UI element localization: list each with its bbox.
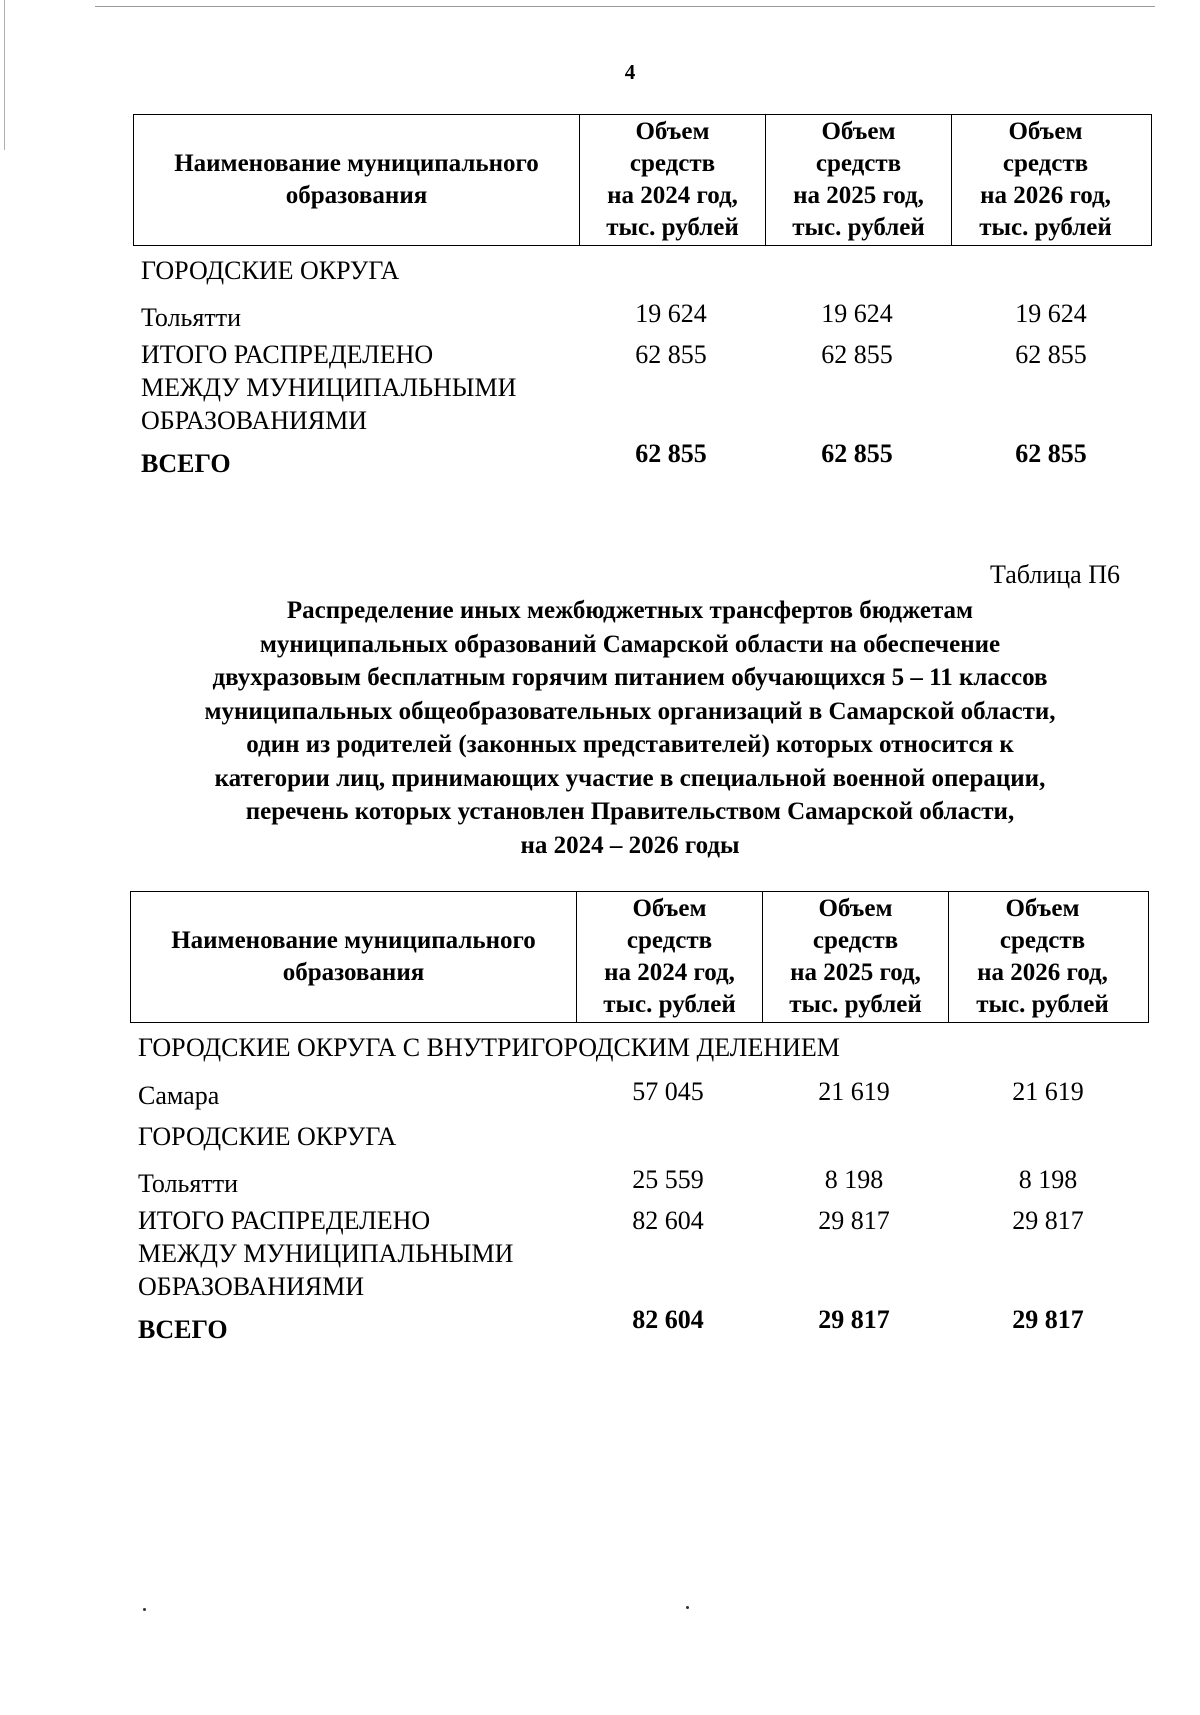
row-name: Самара [138,1081,220,1110]
table-1: Наименование муниципального образования Объем средств на 2024 год, тыс. рублей Объем средств на 2025 год, тыс. рублей Объем средств на 2026 год, тыс. рублей ГОРОДСКИЕ ОКРУГА Тольятти 19 624 19 624 19 624 ИТОГО РАСПРЕДЕЛЕНО МЕЖДУ МУНИЦИПАЛЬНЫМИ ОБРАЗОВАНИЯМИ 62 855 62 855 62 855 ВСЕГО 62 855 62 855 62 855 [133,114,1152,474]
value-2024: 82 604 [632,1206,704,1235]
value-2024: 62 855 [635,439,707,468]
value-2025: 29 817 [818,1206,890,1235]
header-2024: Объем средств на 2024 год, тыс. рублей [579,115,765,245]
header-2026: Объем средств на 2026 год, тыс. рублей [948,892,1136,1022]
value-2026: 29 817 [1012,1305,1084,1334]
table-1-header [133,114,1152,246]
value-2025: 29 817 [818,1305,890,1334]
value-2024: 19 624 [635,299,707,328]
value-2024: 82 604 [632,1305,704,1334]
header-municipality: Наименование муниципального образования [174,150,539,209]
header-2025: Объем средств на 2025 год, тыс. рублей [765,115,951,245]
header-municipality: Наименование муниципального образования [171,927,536,986]
scan-edge-line [95,6,1155,7]
scan-speck [686,1606,689,1609]
value-2025: 21 619 [818,1077,890,1106]
row-name: Тольятти [138,1169,239,1198]
scan-speck [143,1608,146,1611]
page-number: 4 [624,60,636,84]
value-2026: 8 198 [1018,1165,1078,1194]
row-name: ИТОГО РАСПРЕДЕЛЕНО МЕЖДУ МУНИЦИПАЛЬНЫМИ ОБРАЗОВАНИЯМИ [138,1206,514,1301]
row-name: ВСЕГО [141,449,231,478]
table-caption: Таблица П6 [990,560,1120,589]
value-2026: 19 624 [1015,299,1087,328]
value-2025: 62 855 [821,439,893,468]
value-2026: 62 855 [1015,439,1087,468]
table-2: Наименование муниципального образования Объем средств на 2024 год, тыс. рублей Объем средств на 2025 год, тыс. рублей Объем средств на 2026 год, тыс. рублей ГОРОДСКИЕ ОКРУГА С ВНУТРИГОРОДСКИМ ДЕЛЕНИЕМ Самара 57 045 21 619 21 619 ГОРОДСКИЕ ОКРУГА Тольятти 25 559 8 198 8 198 ИТОГО РАСПРЕДЕЛЕНО МЕЖДУ МУНИЦИПАЛЬНЫМИ ОБРАЗОВАНИЯМИ 82 604 29 817 29 817 ВСЕГО 82 604 29 817 29 817 [130,891,1149,1351]
value-2024: 25 559 [632,1165,704,1194]
table-title: Распределение иных межбюджетных трансфертов бюджетам муниципальных образований Самарской области на обеспечение двухразовым бесплатным горячим питанием обучающихся 5 – 11 классов муниципальных общеобразовательных организаций в Самарской области, один из родителей (законных представителей) которых относится к категории лиц, принимающих участие в специальной военной операции, перечень которых установлен Правительством Самарской области, на 2024 – 2026 годы [204,597,1056,859]
row-name: Тольятти [141,303,242,332]
header-2024: Объем средств на 2024 год, тыс. рублей [576,892,762,1022]
value-2024: 57 045 [632,1077,704,1106]
header-2025: Объем средств на 2025 год, тыс. рублей [762,892,948,1022]
table-2-header [130,891,1149,1023]
row-name: ИТОГО РАСПРЕДЕЛЕНО МЕЖДУ МУНИЦИПАЛЬНЫМИ ОБРАЗОВАНИЯМИ [141,340,517,435]
value-2026: 29 817 [1012,1206,1084,1235]
value-2025: 62 855 [821,340,893,369]
value-2025: 19 624 [821,299,893,328]
value-2026: 21 619 [1012,1077,1084,1106]
value-2025: 8 198 [824,1165,884,1194]
value-2024: 62 855 [635,340,707,369]
header-2026: Объем средств на 2026 год, тыс. рублей [951,115,1139,245]
row-name: ВСЕГО [138,1315,228,1344]
value-2026: 62 855 [1015,340,1087,369]
